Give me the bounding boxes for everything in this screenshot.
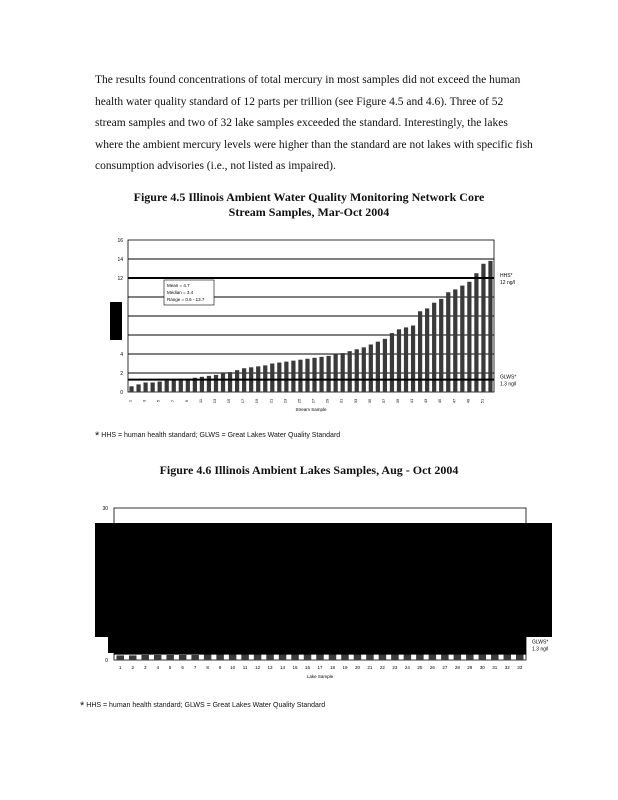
redaction-block xyxy=(95,523,552,637)
x-tick-label: 16 xyxy=(305,665,311,670)
bar xyxy=(154,655,161,660)
x-tick-label: 5 xyxy=(155,399,161,403)
bar xyxy=(305,359,309,392)
bar xyxy=(474,273,478,392)
footnote-text: HHS = human health standard; GLWS = Great Lakes Water Quality Standard xyxy=(86,702,326,709)
x-tick-label: 3 xyxy=(141,399,147,403)
x-tick-label: 35 xyxy=(366,398,372,404)
x-tick-label: 33 xyxy=(352,398,358,404)
x-tick-label: 39 xyxy=(394,398,400,404)
x-tick-label: 8 xyxy=(206,665,209,670)
x-tick-label: 10 xyxy=(230,665,236,670)
bar xyxy=(312,358,316,392)
x-tick-label: 2 xyxy=(131,665,134,670)
figure-4-5-title xyxy=(0,190,618,220)
figure-4-5-title-line2: Stream Samples, Mar-Oct 2004 xyxy=(228,205,390,219)
x-tick-label: 11 xyxy=(197,398,203,404)
x-tick-label: 33 xyxy=(517,665,523,670)
bar xyxy=(291,361,295,392)
bar xyxy=(179,379,183,392)
bar xyxy=(439,299,443,392)
y-tick-label: 14 xyxy=(117,257,123,263)
x-tick-label: 47 xyxy=(451,398,457,404)
x-tick-label: 25 xyxy=(417,665,423,670)
y-tick-label: 0 xyxy=(105,658,108,664)
x-tick-label: 29 xyxy=(467,665,473,670)
x-tick-label: 31 xyxy=(492,665,498,670)
bar xyxy=(116,655,123,660)
bar xyxy=(141,655,148,660)
bar xyxy=(129,655,136,660)
bar xyxy=(397,329,401,392)
x-tick-label: 23 xyxy=(392,665,398,670)
bar xyxy=(460,286,464,392)
figure-4-5-title-line1: Figure 4.5 Illinois Ambient Water Quality Monitoring Network Core xyxy=(133,190,485,204)
bar xyxy=(453,289,457,392)
bar xyxy=(266,654,273,660)
bar xyxy=(241,654,248,660)
x-tick-label: 41 xyxy=(409,398,415,404)
figure-4-5-chart xyxy=(100,232,570,422)
bar xyxy=(383,339,387,392)
bar xyxy=(136,384,140,392)
bar xyxy=(270,364,274,393)
x-tick-label: 37 xyxy=(380,398,386,404)
x-tick-label: 27 xyxy=(442,665,448,670)
bar xyxy=(334,354,338,392)
bar xyxy=(369,345,373,393)
bar xyxy=(376,342,380,392)
x-tick-label: 13 xyxy=(267,665,273,670)
x-axis-label: Stream Sample xyxy=(295,407,327,412)
y-tick-label: 30 xyxy=(102,506,108,512)
bar xyxy=(277,363,281,392)
bar xyxy=(362,347,366,392)
x-tick-label: 22 xyxy=(379,665,385,670)
footnote-star: * xyxy=(95,430,100,442)
intro-paragraph: The results found concentrations of total mercury in most samples did not exceed the human health water quality standard of 12 parts per trillion (see Figure 4.5 and 4.6). Three of 52 stream samples and two of 32 lake samples exceeded the standard. Interestingly, the lakes where the ambient mercury levels were higher than the standard are not lakes with specific fish consumption advisories (i.e., not listed as impaired). xyxy=(95,74,533,172)
reference-label: GLWS* xyxy=(532,639,549,646)
bar xyxy=(291,654,298,660)
x-tick-label: 7 xyxy=(193,665,197,670)
x-tick-label: 15 xyxy=(292,665,298,670)
x-tick-label: 27 xyxy=(310,398,316,404)
reference-label: 1.3 ng/l xyxy=(532,646,549,653)
bar xyxy=(143,383,147,393)
x-tick-label: 5 xyxy=(168,665,172,670)
x-tick-label: 31 xyxy=(338,398,344,404)
bar xyxy=(151,383,155,393)
redaction-strip xyxy=(108,637,526,653)
x-tick-label: 19 xyxy=(342,665,348,670)
reference-label: HHS* xyxy=(500,273,513,279)
bar xyxy=(488,261,492,392)
bar xyxy=(179,655,186,660)
figure-4-6-footnote xyxy=(80,700,325,712)
bar xyxy=(235,370,239,392)
y-tick-label: 12 xyxy=(117,276,123,282)
x-tick-label: 9 xyxy=(218,665,222,670)
bar xyxy=(481,264,485,392)
redaction-block xyxy=(110,302,122,340)
bar xyxy=(348,351,352,392)
footnote-star: * xyxy=(80,700,85,712)
bar xyxy=(158,382,162,392)
y-tick-label: 0 xyxy=(120,390,123,396)
bar xyxy=(298,360,302,392)
figure-4-5-footnote xyxy=(95,430,340,442)
x-tick-label: 18 xyxy=(329,665,335,670)
x-tick-label: 29 xyxy=(324,398,330,404)
x-tick-label: 15 xyxy=(226,398,232,404)
bar xyxy=(284,362,288,392)
x-tick-label: 19 xyxy=(254,398,260,404)
figure-4-6-title xyxy=(0,463,618,478)
reference-label: GLWS* xyxy=(500,374,517,381)
bar xyxy=(319,357,323,392)
x-tick-label: 26 xyxy=(429,665,435,670)
bar xyxy=(191,655,198,660)
bar xyxy=(229,654,236,660)
bar xyxy=(204,654,211,660)
reference-label: 1.3 ng/l xyxy=(500,381,517,388)
bar xyxy=(432,303,436,392)
bar xyxy=(279,654,286,660)
bar xyxy=(165,381,169,392)
stats-text: Range = 0.6 - 13.7 xyxy=(167,297,205,302)
bar xyxy=(355,349,359,392)
x-tick-label: 1 xyxy=(118,665,122,670)
y-tick-label: 16 xyxy=(117,238,123,244)
x-tick-label: 43 xyxy=(423,398,429,404)
y-tick-label: 4 xyxy=(120,352,123,358)
bar xyxy=(390,333,394,392)
bar xyxy=(129,386,133,392)
x-tick-label: 7 xyxy=(169,399,175,403)
x-tick-label: 51 xyxy=(479,398,485,404)
reference-label: 12 ng/l xyxy=(500,280,516,286)
bar xyxy=(207,376,211,392)
x-tick-label: 25 xyxy=(296,398,302,404)
bar xyxy=(216,654,223,660)
bar xyxy=(326,356,330,392)
bar xyxy=(221,373,225,392)
figure-4-6-title-text: Figure 4.6 Illinois Ambient Lakes Samples, Aug - Oct 2004 xyxy=(159,463,459,477)
x-tick-label: 13 xyxy=(211,398,217,404)
x-tick-label: 1 xyxy=(127,399,133,403)
x-tick-label: 17 xyxy=(240,398,246,404)
bar xyxy=(446,292,450,392)
x-tick-label: 49 xyxy=(465,398,471,404)
x-tick-label: 14 xyxy=(280,665,286,670)
x-tick-label: 17 xyxy=(317,665,323,670)
bar xyxy=(411,326,415,393)
figure-4-6-chart xyxy=(90,495,570,690)
x-tick-label: 21 xyxy=(268,398,274,404)
footnote-text: HHS = human health standard; GLWS = Great Lakes Water Quality Standard xyxy=(101,432,341,439)
x-tick-label: 4 xyxy=(156,665,159,670)
x-tick-label: 12 xyxy=(255,665,261,670)
bar xyxy=(467,282,471,392)
bar xyxy=(228,372,232,392)
x-tick-label: 32 xyxy=(504,665,510,670)
bar xyxy=(214,375,218,392)
x-tick-label: 3 xyxy=(143,665,147,670)
stats-text: Mean = 4.7 xyxy=(167,283,190,288)
x-tick-label: 20 xyxy=(354,665,360,670)
x-tick-label: 45 xyxy=(437,398,443,404)
bar xyxy=(254,654,261,660)
stats-text: Median = 3.4 xyxy=(167,290,194,295)
bar xyxy=(341,353,345,392)
x-tick-label: 9 xyxy=(183,399,189,403)
x-tick-label: 28 xyxy=(454,665,460,670)
bar xyxy=(404,327,408,392)
x-tick-label: 21 xyxy=(367,665,373,670)
x-tick-label: 30 xyxy=(479,665,485,670)
bar xyxy=(186,379,190,392)
x-tick-label: 11 xyxy=(242,665,248,670)
x-tick-label: 24 xyxy=(404,665,410,670)
x-tick-label: 6 xyxy=(181,665,184,670)
bar xyxy=(172,380,176,392)
y-tick-label: 2 xyxy=(120,371,123,377)
x-tick-label: 23 xyxy=(282,398,288,404)
x-axis-label: Lake Sample xyxy=(306,674,334,679)
bar xyxy=(166,655,173,660)
